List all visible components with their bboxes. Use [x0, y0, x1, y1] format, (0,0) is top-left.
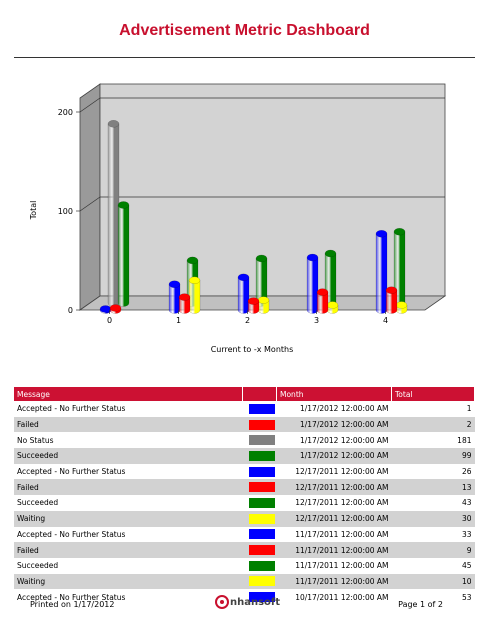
- bar-cap: [327, 302, 338, 309]
- color-swatch: [249, 435, 275, 445]
- table-row: [14, 417, 475, 433]
- bar-cap: [307, 254, 318, 261]
- table-body: [14, 401, 475, 605]
- x-tick-label: 0: [106, 316, 113, 325]
- x-tick-label: 4: [382, 316, 389, 325]
- bar-cap: [258, 297, 269, 304]
- bar-cap: [376, 230, 387, 237]
- cell-total: 30: [392, 511, 475, 527]
- cell-month: 11/17/2011 12:00:00 AM: [277, 574, 392, 590]
- cell-color: [243, 401, 277, 417]
- color-swatch: [249, 420, 275, 430]
- enhansoft-logo-icon: [215, 595, 229, 609]
- bar-chart: [0, 70, 489, 370]
- column-header-month[interactable]: Month: [277, 387, 392, 401]
- bar-cap: [325, 250, 336, 257]
- table-row: [14, 448, 475, 464]
- color-swatch: [249, 576, 275, 586]
- y-tick-label: 200: [57, 108, 73, 117]
- chart-back-wall: [100, 84, 445, 296]
- chart-side-wall: [80, 84, 100, 310]
- cell-message: Accepted - No Further Status: [14, 589, 243, 605]
- bar-cap: [187, 257, 198, 264]
- bar: [307, 254, 318, 313]
- bar-cap: [386, 287, 397, 294]
- cell-month: 12/17/2011 12:00:00 AM: [277, 511, 392, 527]
- cell-message: Accepted - No Further Status: [14, 464, 243, 480]
- cell-month: 12/17/2011 12:00:00 AM: [277, 464, 392, 480]
- cell-total: 9: [392, 542, 475, 558]
- cell-total: 43: [392, 495, 475, 511]
- x-tick-label: 3: [313, 316, 320, 325]
- color-swatch: [249, 561, 275, 571]
- cell-color: [243, 495, 277, 511]
- bar-cap: [238, 274, 249, 281]
- bar-body: [307, 258, 318, 314]
- color-swatch: [249, 514, 275, 524]
- color-swatch: [249, 404, 275, 414]
- cell-message: Failed: [14, 417, 243, 433]
- bar-cap: [189, 277, 200, 284]
- cell-month: 12/17/2011 12:00:00 AM: [277, 495, 392, 511]
- y-tick-label: 100: [57, 207, 73, 216]
- table-row: [14, 464, 475, 480]
- cell-message: Waiting: [14, 574, 243, 590]
- cell-message: Failed: [14, 542, 243, 558]
- bar: [179, 294, 190, 314]
- title-divider: [14, 57, 475, 58]
- x-axis-label: Current to -x Months: [210, 345, 294, 354]
- column-header-color: [243, 387, 277, 401]
- cell-month: 1/17/2012 12:00:00 AM: [277, 417, 392, 433]
- cell-total: 99: [392, 448, 475, 464]
- table-row: [14, 511, 475, 527]
- bar: [396, 302, 407, 314]
- cell-color: [243, 448, 277, 464]
- page-title: Advertisement Metric Dashboard: [119, 22, 370, 39]
- bar: [110, 305, 121, 314]
- table-row: [14, 527, 475, 543]
- cell-month: 12/17/2011 12:00:00 AM: [277, 479, 392, 495]
- cell-message: Succeeded: [14, 448, 243, 464]
- cell-color: [243, 417, 277, 433]
- cell-message: Waiting: [14, 511, 243, 527]
- cell-color: [243, 511, 277, 527]
- bar-cap: [110, 305, 121, 312]
- page-number: Page 1 of 2: [398, 600, 443, 609]
- bar-body: [376, 234, 387, 314]
- table-row: [14, 558, 475, 574]
- bar-body: [108, 124, 119, 307]
- x-tick-label: 2: [244, 316, 251, 325]
- bar-cap: [256, 255, 267, 262]
- bar: [386, 287, 397, 314]
- cell-month: 1/17/2012 12:00:00 AM: [277, 448, 392, 464]
- cell-message: No Status: [14, 432, 243, 448]
- cell-color: [243, 479, 277, 495]
- printed-date: Printed on 1/17/2012: [30, 600, 115, 609]
- bar: [376, 230, 387, 313]
- table-row: [14, 574, 475, 590]
- table-row: [14, 479, 475, 495]
- bar-cap: [108, 120, 119, 127]
- bar-body: [189, 280, 200, 313]
- data-table: [14, 387, 475, 605]
- y-axis-label: Total: [29, 200, 38, 220]
- bar-cap: [179, 294, 190, 301]
- cell-color: [243, 527, 277, 543]
- color-swatch: [249, 545, 275, 555]
- color-swatch: [249, 467, 275, 477]
- cell-month: 10/17/2011 12:00:00 AM: [277, 589, 392, 605]
- cell-message: Accepted - No Further Status: [14, 401, 243, 417]
- column-header-total[interactable]: Total: [392, 387, 475, 401]
- cell-total: 181: [392, 432, 475, 448]
- cell-month: 11/17/2011 12:00:00 AM: [277, 558, 392, 574]
- bar-cap: [169, 281, 180, 288]
- bar-cap: [317, 289, 328, 296]
- cell-message: Failed: [14, 479, 243, 495]
- cell-color: [243, 558, 277, 574]
- color-swatch: [249, 451, 275, 461]
- cell-color: [243, 574, 277, 590]
- cell-color: [243, 432, 277, 448]
- table-row: [14, 495, 475, 511]
- bar: [317, 289, 328, 314]
- logo-text: nhansoft: [230, 596, 281, 608]
- table-row: [14, 401, 475, 417]
- cell-total: 13: [392, 479, 475, 495]
- company-logo: [215, 593, 280, 611]
- cell-month: 11/17/2011 12:00:00 AM: [277, 542, 392, 558]
- bar: [238, 274, 249, 314]
- bar: [248, 298, 259, 314]
- bar-body: [169, 284, 180, 313]
- bar: [258, 297, 269, 314]
- bar-body: [118, 205, 129, 307]
- column-header-message[interactable]: Message: [14, 387, 243, 401]
- bar-cap: [396, 302, 407, 309]
- bar-cap: [248, 298, 259, 305]
- table-row: [14, 432, 475, 448]
- bar: [327, 302, 338, 314]
- color-swatch: [249, 498, 275, 508]
- x-tick-label: 1: [175, 316, 182, 325]
- cell-total: 33: [392, 527, 475, 543]
- bar-body: [238, 277, 249, 313]
- bar-cap: [118, 201, 129, 208]
- bar: [189, 277, 200, 314]
- color-swatch: [249, 482, 275, 492]
- cell-month: 1/17/2012 12:00:00 AM: [277, 401, 392, 417]
- bar: [118, 201, 129, 306]
- cell-month: 1/17/2012 12:00:00 AM: [277, 432, 392, 448]
- y-tick-label: 0: [67, 306, 73, 315]
- cell-total: 2: [392, 417, 475, 433]
- table-header-row: [14, 387, 475, 401]
- cell-total: 26: [392, 464, 475, 480]
- bar-cap: [394, 228, 405, 235]
- cell-message: Succeeded: [14, 558, 243, 574]
- cell-total: 53: [392, 589, 475, 605]
- cell-color: [243, 464, 277, 480]
- cell-month: 11/17/2011 12:00:00 AM: [277, 527, 392, 543]
- bar: [169, 281, 180, 314]
- cell-total: 10: [392, 574, 475, 590]
- color-swatch: [249, 529, 275, 539]
- cell-color: [243, 542, 277, 558]
- bar: [108, 120, 119, 306]
- table-row: [14, 542, 475, 558]
- cell-total: 1: [392, 401, 475, 417]
- cell-message: Accepted - No Further Status: [14, 527, 243, 543]
- cell-message: Succeeded: [14, 495, 243, 511]
- cell-total: 45: [392, 558, 475, 574]
